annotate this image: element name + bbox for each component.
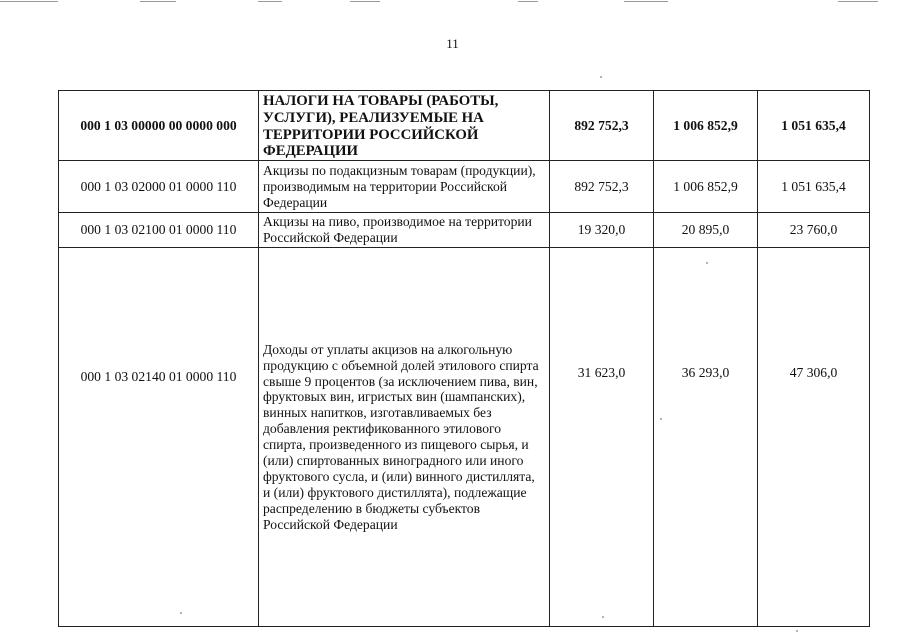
amount-cell-year3: 1 051 635,4 bbox=[758, 91, 870, 161]
table-row bbox=[59, 248, 870, 627]
scan-speck bbox=[796, 630, 798, 632]
table-row bbox=[59, 213, 870, 248]
amount-cell-year2: 1 006 852,9 bbox=[654, 161, 758, 213]
item-name-cell: НАЛОГИ НА ТОВАРЫ (РАБОТЫ, УСЛУГИ), РЕАЛИЗУЕМЫЕ НА ТЕРРИТОРИИ РОССИЙСКОЙ ФЕДЕРАЦИИ bbox=[259, 91, 550, 161]
page-number: 11 bbox=[446, 36, 459, 51]
amount-cell-year3: 1 051 635,4 bbox=[758, 161, 870, 213]
scan-speck bbox=[600, 76, 602, 78]
amount-cell-year1: 892 752,3 bbox=[550, 91, 654, 161]
revenue-table bbox=[58, 90, 870, 627]
item-name-cell: Доходы от уплаты акцизов на алкогольную продукцию с объемной долей этилового спирта свыше 9 процентов (за исключением пива, вин, фруктовых вин, игристых вин (шампанских), винных напитков, изготавливаемых без добавления ректификованного этилового спирта, произведенного из пищевого сырья, и (или) спиртованных виноградного или иного фруктового сусла, и (или) винного дистиллята, и (или) фруктового дистиллята), подлежащие распределению в бюджеты субъектов Российской Федерации bbox=[259, 248, 550, 627]
amount-cell-year1: 19 320,0 bbox=[550, 213, 654, 248]
amount-cell-year1: 31 623,0 bbox=[550, 248, 654, 627]
amount-cell-year3: 47 306,0 bbox=[758, 248, 870, 627]
amount-cell-year1: 892 752,3 bbox=[550, 161, 654, 213]
budget-code-cell: 000 1 03 00000 00 0000 000 bbox=[59, 91, 259, 161]
scan-speck bbox=[660, 418, 662, 420]
scan-speck bbox=[602, 616, 604, 618]
table-row bbox=[59, 91, 870, 161]
budget-code-cell: 000 1 03 02000 01 0000 110 bbox=[59, 161, 259, 213]
amount-cell-year3: 23 760,0 bbox=[758, 213, 870, 248]
amount-cell-year2: 1 006 852,9 bbox=[654, 91, 758, 161]
amount-cell-year2: 36 293,0 bbox=[654, 248, 758, 627]
item-name-cell: Акцизы по подакцизным товарам (продукции), производимым на территории Российской Федерации bbox=[259, 161, 550, 213]
budget-code-cell: 000 1 03 02100 01 0000 110 bbox=[59, 213, 259, 248]
budget-code-cell: 000 1 03 02140 01 0000 110 bbox=[59, 248, 259, 627]
scan-speck bbox=[180, 612, 182, 614]
amount-cell-year2: 20 895,0 bbox=[654, 213, 758, 248]
scan-top-edge-marks bbox=[0, 0, 905, 6]
scan-speck bbox=[706, 262, 708, 264]
table-row bbox=[59, 161, 870, 213]
item-name-cell: Акцизы на пиво, производимое на территории Российской Федерации bbox=[259, 213, 550, 248]
